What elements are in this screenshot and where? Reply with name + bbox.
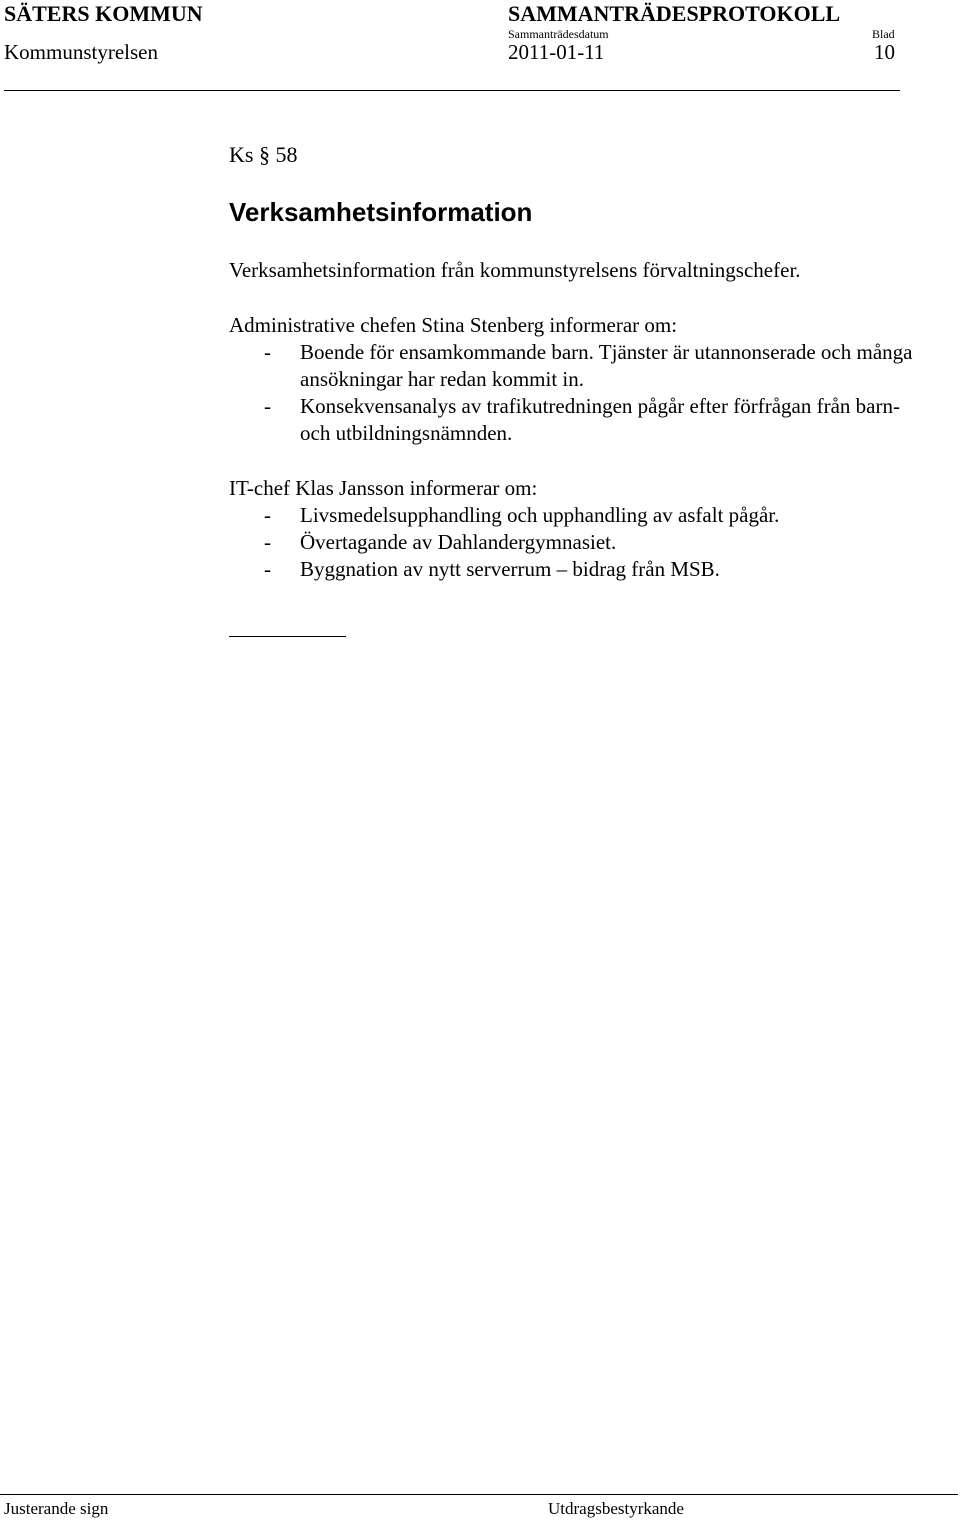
group2-list (229, 502, 929, 583)
dash-marker: - (264, 340, 271, 364)
list-item-text: Övertagande av Dahlandergymnasiet. (300, 530, 617, 554)
list-item-text: Livsmedelsupphandling och upphandling av asfalt pågår. (300, 503, 780, 527)
footer-divider (0, 1494, 958, 1495)
footer-justerande-sign: Justerande sign (4, 1499, 109, 1518)
dash-marker: - (264, 557, 271, 581)
group2-lead: IT-chef Klas Jansson informerar om: (229, 476, 538, 500)
date-label: Sammanträdesdatum (508, 27, 609, 41)
dash-marker: - (264, 503, 271, 527)
document-type: SAMMANTRÄDESPROTOKOLL (508, 1, 841, 26)
page-label: Blad (872, 27, 895, 41)
date-value: 2011-01-11 (508, 40, 605, 64)
section-number: Ks § 58 (229, 142, 298, 167)
footer-utdragsbestyrkande: Utdragsbestyrkande (548, 1499, 684, 1518)
group1-list (229, 339, 929, 447)
list-item-text: Byggnation av nytt serverrum – bidrag från MSB. (300, 557, 720, 581)
dash-marker: - (264, 530, 271, 554)
list-item (229, 339, 929, 393)
list-item (229, 529, 929, 556)
list-item (229, 393, 929, 447)
list-item-text: Boende för ensamkommande barn. Tjänster är utannonserade och många ansökningar har redan kommit in. (300, 340, 913, 391)
section-end-rule (229, 636, 346, 637)
list-item (229, 502, 929, 529)
list-item-text: Konsekvensanalys av trafikutredningen pågår efter förfrågan från barn- och utbildningsnämnden. (300, 394, 900, 445)
header-divider (4, 90, 900, 91)
committee-name: Kommunstyrelsen (4, 40, 158, 64)
organization-name: SÄTERS KOMMUN (4, 1, 203, 26)
group1-lead: Administrative chefen Stina Stenberg informerar om: (229, 313, 678, 337)
intro-paragraph: Verksamhetsinformation från kommunstyrelsens förvaltningschefer. (229, 258, 801, 282)
page-number: 10 (874, 40, 895, 64)
list-item (229, 556, 929, 583)
dash-marker: - (264, 394, 271, 418)
group1 (229, 312, 929, 447)
section-title: Verksamhetsinformation (229, 197, 533, 227)
group2 (229, 475, 929, 583)
